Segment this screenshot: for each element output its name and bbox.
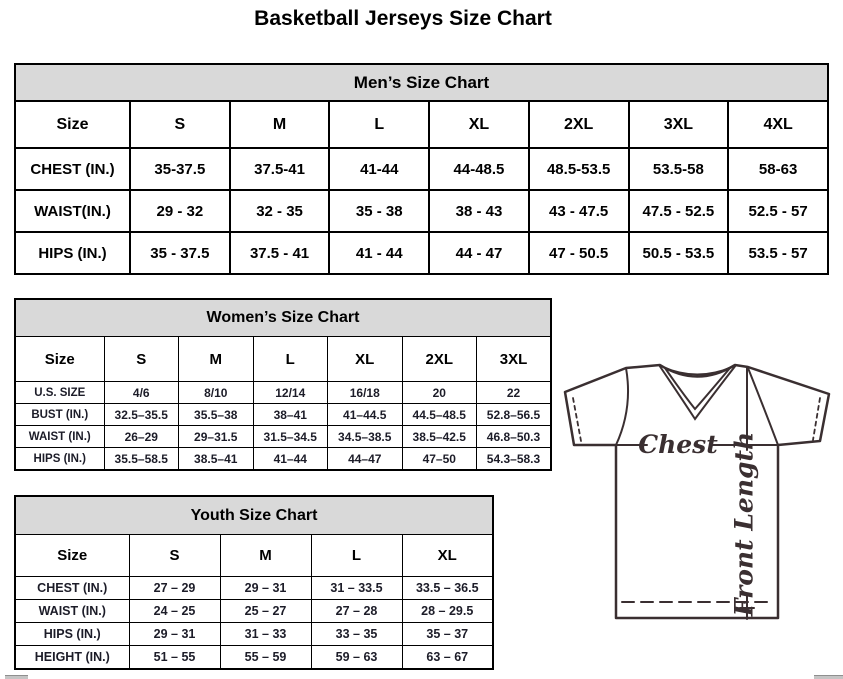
mens-size-value-cell: 41-44 xyxy=(329,148,429,190)
womens-size-value-cell: 52.8–56.5 xyxy=(477,404,552,426)
youth-size-column-header: XL xyxy=(402,535,493,577)
womens-size-value-cell: 41–44 xyxy=(253,448,328,471)
mens-size-column-header: 4XL xyxy=(728,101,828,148)
youth-size-value-cell: 31 – 33.5 xyxy=(311,577,402,600)
youth-size-value-cell: 31 – 33 xyxy=(220,623,311,646)
mens-size-column-header: XL xyxy=(429,101,529,148)
youth-size-value-cell: 27 – 29 xyxy=(129,577,220,600)
chest-label: Chest xyxy=(638,430,718,459)
mens-size-value-cell: 35 - 38 xyxy=(329,190,429,232)
mens-table-row xyxy=(15,190,828,232)
mens-size-value-cell: 58-63 xyxy=(728,148,828,190)
womens-size-column-header: S xyxy=(104,337,179,382)
womens-size-value-cell: 29–31.5 xyxy=(179,426,254,448)
youth-size-value-cell: 25 – 27 xyxy=(220,600,311,623)
youth-size-header: Size xyxy=(15,535,129,577)
youth-row-label: HEIGHT (IN.) xyxy=(15,646,129,670)
womens-row-label: HIPS (IN.) xyxy=(15,448,104,471)
mens-size-value-cell: 47 - 50.5 xyxy=(529,232,629,274)
womens-size-value-cell: 46.8–50.3 xyxy=(477,426,552,448)
womens-size-value-cell: 38–41 xyxy=(253,404,328,426)
womens-row-label: WAIST (IN.) xyxy=(15,426,104,448)
youth-chart-title: Youth Size Chart xyxy=(15,496,493,535)
youth-size-column-header: M xyxy=(220,535,311,577)
mens-row-label: CHEST (IN.) xyxy=(15,148,130,190)
mens-size-value-cell: 52.5 - 57 xyxy=(728,190,828,232)
womens-size-value-cell: 34.5–38.5 xyxy=(328,426,403,448)
jersey-measurement-diagram xyxy=(552,356,842,679)
womens-size-value-cell: 44.5–48.5 xyxy=(402,404,477,426)
womens-size-value-cell: 22 xyxy=(477,382,552,404)
mens-size-value-cell: 53.5 - 57 xyxy=(728,232,828,274)
mens-size-chart-table xyxy=(14,63,829,275)
womens-size-column-header: M xyxy=(179,337,254,382)
mens-size-column-header: 2XL xyxy=(529,101,629,148)
mens-size-value-cell: 50.5 - 53.5 xyxy=(629,232,729,274)
womens-size-value-cell: 47–50 xyxy=(402,448,477,471)
scrollbar-fragment-left[interactable] xyxy=(5,675,28,679)
scrollbar-fragment-right[interactable] xyxy=(814,675,843,679)
mens-size-column-header: L xyxy=(329,101,429,148)
womens-size-value-cell: 54.3–58.3 xyxy=(477,448,552,471)
youth-size-value-cell: 59 – 63 xyxy=(311,646,402,670)
mens-size-value-cell: 41 - 44 xyxy=(329,232,429,274)
mens-size-value-cell: 38 - 43 xyxy=(429,190,529,232)
front-length-label: Front Length xyxy=(729,431,759,617)
womens-size-value-cell: 32.5–35.5 xyxy=(104,404,179,426)
womens-size-value-cell: 31.5–34.5 xyxy=(253,426,328,448)
youth-size-column-header: S xyxy=(129,535,220,577)
womens-table-row xyxy=(15,448,551,471)
womens-size-value-cell: 38.5–42.5 xyxy=(402,426,477,448)
jersey-outline-shape xyxy=(565,365,829,618)
mens-table-row xyxy=(15,232,828,274)
youth-size-value-cell: 63 – 67 xyxy=(402,646,493,670)
youth-table-row xyxy=(15,600,493,623)
womens-size-column-header: XL xyxy=(328,337,403,382)
womens-size-value-cell: 26–29 xyxy=(104,426,179,448)
mens-size-column-header: 3XL xyxy=(629,101,729,148)
mens-size-value-cell: 37.5 - 41 xyxy=(230,232,330,274)
womens-size-value-cell: 35.5–58.5 xyxy=(104,448,179,471)
mens-row-label: WAIST(IN.) xyxy=(15,190,130,232)
womens-size-value-cell: 16/18 xyxy=(328,382,403,404)
mens-table-row xyxy=(15,148,828,190)
mens-size-value-cell: 47.5 - 52.5 xyxy=(629,190,729,232)
mens-size-value-cell: 29 - 32 xyxy=(130,190,230,232)
youth-row-label: CHEST (IN.) xyxy=(15,577,129,600)
youth-size-value-cell: 33 – 35 xyxy=(311,623,402,646)
mens-size-value-cell: 44-48.5 xyxy=(429,148,529,190)
youth-size-value-cell: 35 – 37 xyxy=(402,623,493,646)
mens-size-value-cell: 35 - 37.5 xyxy=(130,232,230,274)
youth-table-row xyxy=(15,623,493,646)
mens-size-value-cell: 32 - 35 xyxy=(230,190,330,232)
womens-size-value-cell: 38.5–41 xyxy=(179,448,254,471)
mens-size-column-header: M xyxy=(230,101,330,148)
youth-size-value-cell: 24 – 25 xyxy=(129,600,220,623)
womens-row-label: U.S. SIZE xyxy=(15,382,104,404)
mens-size-value-cell: 44 - 47 xyxy=(429,232,529,274)
mens-size-value-cell: 35-37.5 xyxy=(130,148,230,190)
youth-size-value-cell: 29 – 31 xyxy=(220,577,311,600)
womens-size-value-cell: 12/14 xyxy=(253,382,328,404)
mens-size-value-cell: 37.5-41 xyxy=(230,148,330,190)
womens-table-row xyxy=(15,404,551,426)
mens-size-header: Size xyxy=(15,101,130,148)
womens-table-row xyxy=(15,426,551,448)
mens-row-label: HIPS (IN.) xyxy=(15,232,130,274)
mens-size-value-cell: 48.5-53.5 xyxy=(529,148,629,190)
youth-row-label: WAIST (IN.) xyxy=(15,600,129,623)
youth-size-value-cell: 29 – 31 xyxy=(129,623,220,646)
youth-size-value-cell: 55 – 59 xyxy=(220,646,311,670)
womens-size-value-cell: 35.5–38 xyxy=(179,404,254,426)
youth-size-chart-table xyxy=(14,495,494,670)
womens-size-column-header: 3XL xyxy=(477,337,552,382)
womens-size-value-cell: 4/6 xyxy=(104,382,179,404)
womens-row-label: BUST (IN.) xyxy=(15,404,104,426)
mens-size-value-cell: 43 - 47.5 xyxy=(529,190,629,232)
mens-chart-title: Men’s Size Chart xyxy=(15,64,828,101)
youth-row-label: HIPS (IN.) xyxy=(15,623,129,646)
youth-size-value-cell: 27 – 28 xyxy=(311,600,402,623)
womens-chart-title: Women’s Size Chart xyxy=(15,299,551,337)
youth-size-value-cell: 33.5 – 36.5 xyxy=(402,577,493,600)
page-title: Basketball Jerseys Size Chart xyxy=(254,7,552,30)
youth-size-value-cell: 28 – 29.5 xyxy=(402,600,493,623)
womens-size-column-header: 2XL xyxy=(402,337,477,382)
womens-size-value-cell: 20 xyxy=(402,382,477,404)
mens-size-value-cell: 53.5-58 xyxy=(629,148,729,190)
womens-table-row xyxy=(15,382,551,404)
youth-table-row xyxy=(15,577,493,600)
youth-size-value-cell: 51 – 55 xyxy=(129,646,220,670)
mens-size-column-header: S xyxy=(130,101,230,148)
womens-size-value-cell: 8/10 xyxy=(179,382,254,404)
youth-size-column-header: L xyxy=(311,535,402,577)
womens-size-value-cell: 44–47 xyxy=(328,448,403,471)
womens-size-chart-table xyxy=(14,298,552,471)
womens-size-value-cell: 41–44.5 xyxy=(328,404,403,426)
womens-size-header: Size xyxy=(15,337,104,382)
womens-size-column-header: L xyxy=(253,337,328,382)
youth-table-row xyxy=(15,646,493,670)
